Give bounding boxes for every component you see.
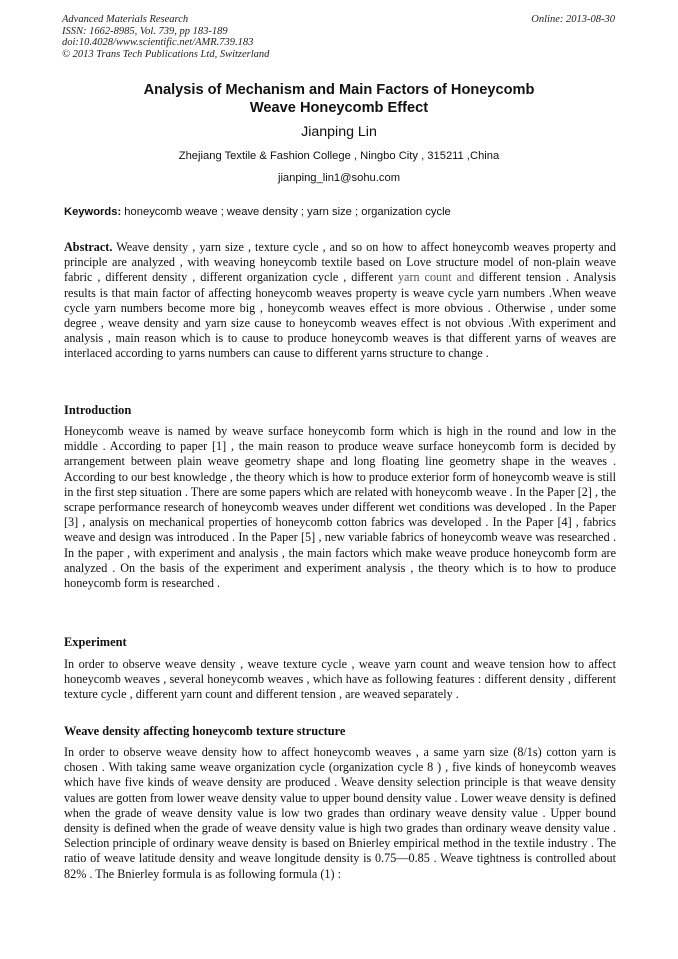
journal-name: Advanced Materials Research bbox=[62, 14, 189, 25]
keywords-text: honeycomb weave ; weave density ; yarn size ; organization cycle bbox=[121, 206, 451, 218]
keywords-label: Keywords: bbox=[64, 206, 122, 218]
title-line-2: Weave Honeycomb Effect bbox=[249, 100, 429, 116]
abstract-text-a: Weave density , yarn size , texture cycle , and so on how to affect honeycomb weaves property and principle are analyzed , with weaving honeycomb textile based on Love structure model of non-plain weave fabric , different density , different organization cycle , different bbox=[64, 240, 616, 285]
abstract-text-grey: yarn count and bbox=[397, 270, 475, 285]
abstract-label: Abstract. bbox=[64, 240, 113, 254]
journal-issn: ISSN: 1662-8985, Vol. 739, pp 183-189 bbox=[62, 25, 228, 37]
density-heading: Weave density affecting honeycomb texture structure bbox=[64, 724, 346, 738]
abstract bbox=[64, 240, 616, 362]
density-text: In order to observe weave density how to affect honeycomb weaves , a same yarn size (8/1s) cotton yarn is chosen . With taking same weave organization cycle (organization cycle 8 ) , five kinds of honeycomb weaves which have five kinds of weave density are produced . Weave density selection principle is that weave density values are gotten from lower weave density value to upper bound density value . Lower weave density is defined when the grade of weave density value is low two grades than ordinary weave density value . Upper bound density is defined when the grade of weave density value is high two grades than ordinary weave density value . Selection principle of ordinary weave density is based on Bnierley empirical method in the textile industry . The ratio of weave latitude density and weave longitude density is 0.75—0.85 . Weave tightness is controlled about 82% . The Bnierley formula is as following formula (1) : bbox=[64, 745, 616, 881]
online-date: Online: 2013-08-30 bbox=[531, 14, 615, 25]
experiment-heading: Experiment bbox=[64, 635, 127, 649]
experiment-text: In order to observe weave density , weave texture cycle , weave yarn count and weave tension how to affect honeycomb weaves , several honeycomb weaves , which have as following features : different density , different texture cycle , different yarn count and different tension , are weaved separately . bbox=[64, 657, 616, 702]
title-line-1: Analysis of Mechanism and Main Factors of Honeycomb bbox=[143, 82, 535, 98]
author-email: jianping_lin1@sohu.com bbox=[277, 172, 401, 184]
paper-title bbox=[62, 81, 616, 117]
keywords bbox=[64, 206, 616, 218]
journal-doi: doi:10.4028/www.scientific.net/AMR.739.183 bbox=[62, 37, 254, 49]
journal-copyright: © 2013 Trans Tech Publications Ltd, Switzerland bbox=[62, 48, 270, 60]
introduction-heading: Introduction bbox=[64, 403, 132, 417]
author-affiliation: Zhejiang Textile & Fashion College , Ningbo City , 315211 ,China bbox=[178, 150, 500, 162]
journal-header bbox=[62, 14, 269, 60]
introduction-text: Honeycomb weave is named by weave surface honeycomb form which is high in the round and low in the middle . According to paper [1] , the main reason to produce weave surface honeycomb form is decided by arrangement between plain weave geometry shape and long floating line geometry shape in the weaves . According to our best knowledge , the theory which is how to produce exterior form of honeycomb weave is still in the first step situation . There are some papers which are related with honeycomb weave . In the Paper [2] , the scrape performance research of honeycomb weaves under different wet conditions was developed . In the Paper [3] , analysis on mechanical properties of honeycomb cotton fabrics was developed . In the Paper [4] , fabrics weave and design was introduced . In the Paper [5] , new variable fabrics of honeycomb weave was researched . In the paper , with experiment and analysis , the main factors which make weave produce honeycomb form are analyzed . On the basis of the experiment and experiment analysis , the theory which is to how to produce honeycomb form is researched . bbox=[64, 424, 616, 591]
abstract-text-b: different tension . Analysis results is that main factor of affecting honeycomb weaves property is weave cycle yarn numbers .When weave cycle yarn numbers become more big , honeycomb weaves effect is more obvious . Otherwise , under some degree , weave density and yarn size cause to honeycomb weaves effect is not obvious .With experiment and analysis , main reason which is to cause to produce honeycomb weaves is that different yarns of weaves are interlaced according to yarns numbers can cause to different yarns structure to change . bbox=[64, 270, 616, 361]
author-name: Jianping Lin bbox=[301, 124, 377, 140]
